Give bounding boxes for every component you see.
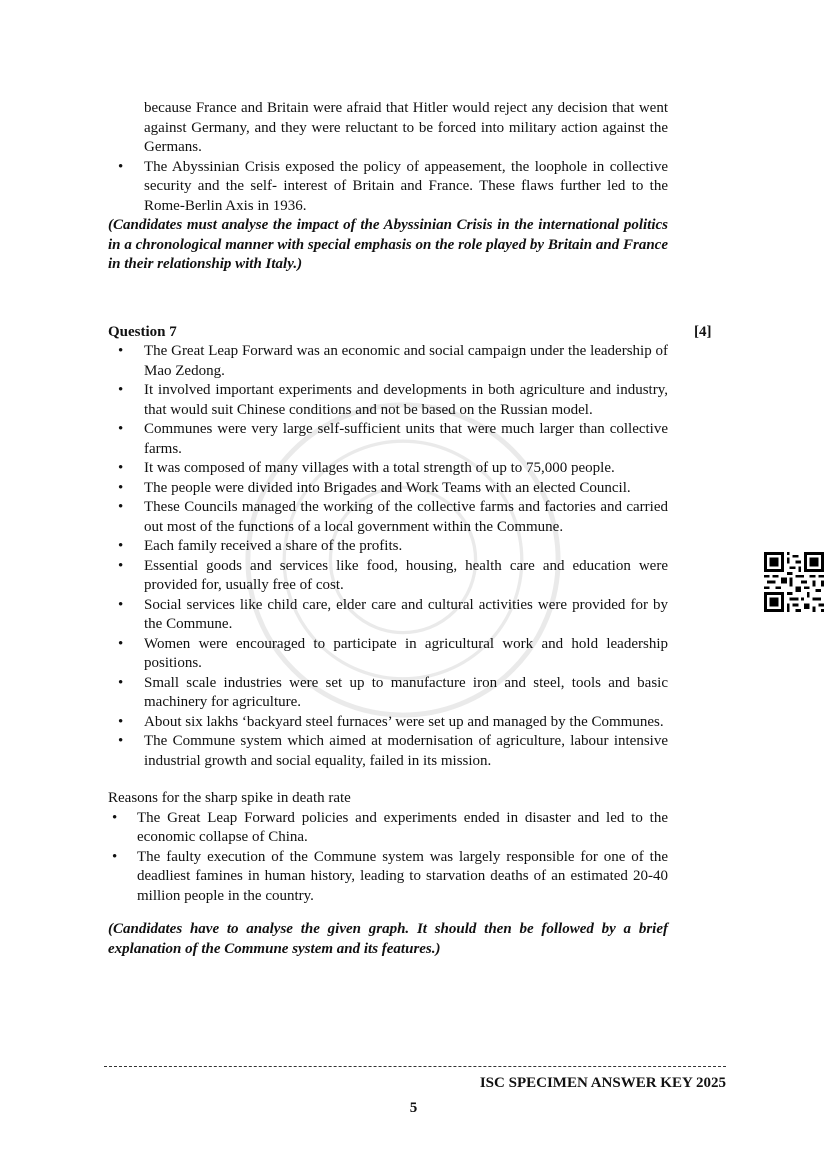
candidate-note-q7: (Candidates have to analyse the given graph. It should then be followed by a brief explanation of the Commune system and its features.) — [108, 921, 668, 957]
reasons-bullet-list — [108, 809, 668, 907]
qr-code-icon[interactable] — [764, 552, 824, 612]
list-item: • Communes were very large self-sufficient units that were much larger than collective farms. — [108, 420, 668, 459]
intro-bullet-list — [108, 158, 668, 217]
candidate-note-q6: (Candidates must analyse the impact of the Abyssinian Crisis in the international politics in a chronological manner with special emphasis on the role played by Britain and France in their relationship with Italy.) — [108, 217, 668, 272]
list-item: • About six lakhs ‘backyard steel furnaces’ were set up and managed by the Communes. — [108, 713, 668, 733]
question-bullet-list — [108, 342, 668, 771]
list-item: • Each family received a share of the profits. — [108, 537, 668, 557]
list-item: • These Councils managed the working of the collective farms and factories and carried out most of the functions of a local government within the Commune. — [108, 498, 668, 537]
list-item: • It involved important experiments and developments in both agriculture and industry, that would suit Chinese conditions and not be based on the Russian model. — [108, 381, 668, 420]
question-marks: [4] — [694, 323, 712, 340]
list-item: • The Great Leap Forward was an economic and social campaign under the leadership of Mao Zedong. — [108, 342, 668, 381]
list-item: • The faulty execution of the Commune system was largely responsible for one of the deadliest famines in human history, leading to starvation deaths of an estimated 20-40 million people in the country. — [108, 848, 668, 907]
spacer — [108, 906, 668, 920]
continued-paragraph: because France and Britain were afraid that Hitler would reject any decision that went against Germany, and they were reluctant to be forced into military action against the Germans. — [144, 100, 668, 155]
footer-divider — [104, 1066, 726, 1067]
page-number: 5 — [409, 1100, 418, 1116]
list-item: • Small scale industries were set up to manufacture iron and steel, tools and basic machinery for agriculture. — [108, 674, 668, 713]
reasons-heading: Reasons for the sharp spike in death rate — [108, 790, 351, 806]
question-title: Question 7 — [108, 323, 177, 340]
list-item: • Essential goods and services like food, housing, health care and education were provided for, usually free of cost. — [108, 557, 668, 596]
list-item: • The Great Leap Forward policies and experiments ended in disaster and led to the economic collapse of China. — [108, 809, 668, 848]
question-heading — [108, 323, 712, 343]
list-item: • It was composed of many villages with a total strength of up to 75,000 people. — [108, 459, 668, 479]
list-item: • The people were divided into Brigades and Work Teams with an elected Council. — [108, 479, 668, 499]
list-item: • Women were encouraged to participate in agricultural work and hold leadership positions. — [108, 635, 668, 674]
list-item: • The Abyssinian Crisis exposed the policy of appeasement, the loophole in collective security and the self- interest of Britain and France. These flaws further led to the Rome-Berlin Axis in 1936. — [108, 158, 668, 217]
list-item: • The Commune system which aimed at modernisation of agriculture, labour intensive industrial growth and social equality, failed in its mission. — [108, 732, 668, 771]
footer-title: ISC SPECIMEN ANSWER KEY 2025 — [479, 1075, 726, 1091]
main-content — [108, 99, 712, 959]
list-item: • Social services like child care, elder care and cultural activities were provided for by the Commune. — [108, 596, 668, 635]
